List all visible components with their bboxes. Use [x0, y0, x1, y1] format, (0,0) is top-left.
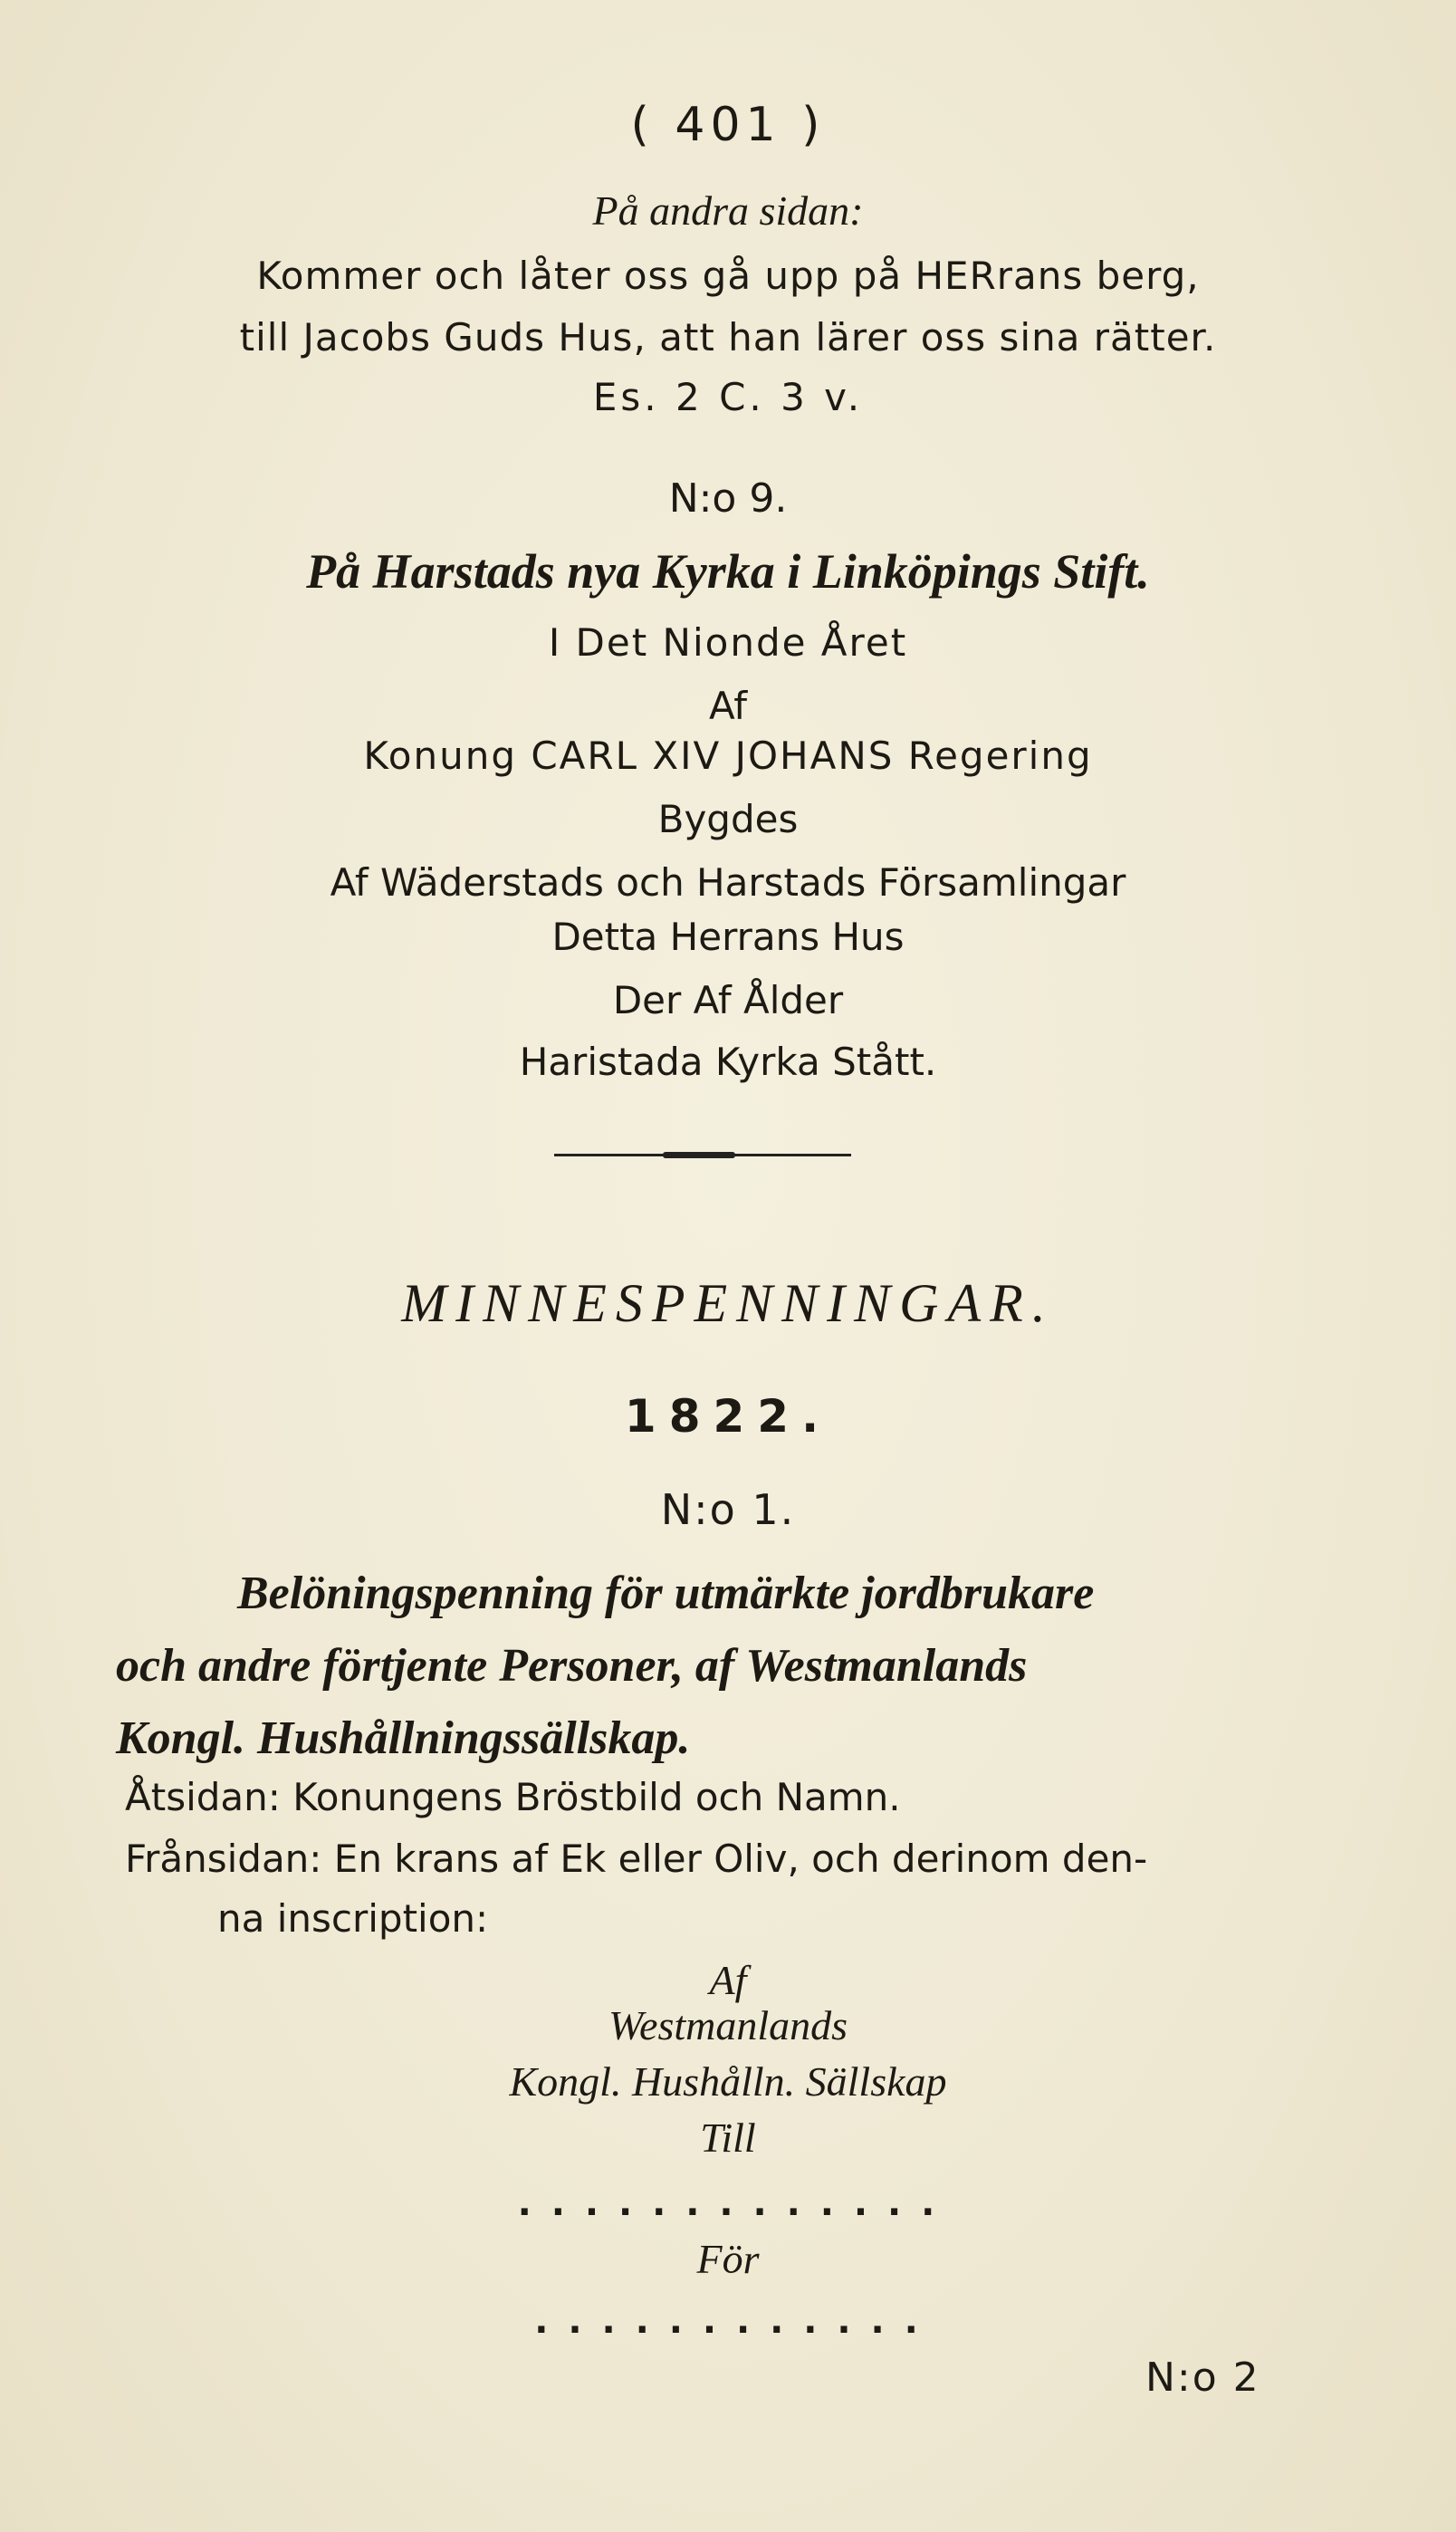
verse-reference: Es. 2 C. 3 v. [592, 375, 864, 419]
reverse-description-line-2: na inscription: [217, 1896, 489, 1941]
verse-line-2: till Jacobs Guds Hus, att han lärer oss sina rätter. [239, 315, 1217, 360]
medal-inscription-line-3: Kongl. Hushålln. Sällskap [509, 2058, 947, 2105]
medal-inscription-line-2: Westmanlands [608, 2002, 848, 2048]
inscription-line-1: I Det Nionde Året [548, 620, 908, 665]
inscription-line-7: Der Af Ålder [612, 978, 844, 1022]
inscription-line-2: Af [708, 684, 748, 728]
church-title: På Harstads nya Kyrka i Linköpings Stift. [306, 544, 1150, 599]
inscription-line-6: Detta Herrans Hus [551, 915, 905, 959]
item-number-1: N:o 1. [660, 1485, 796, 1534]
medal-inscription-line-1: Af [709, 1957, 747, 2003]
for-word: För [696, 2236, 760, 2282]
verse-line-1: Kommer och låter oss gå upp på HERrans berg, [256, 254, 1200, 298]
reverse-heading: På andra sidan: [592, 187, 864, 234]
section-title: MINNESPENNINGAR. [401, 1273, 1055, 1333]
inscription-line-5: Af Wäderstads och Harstads Församlingar [330, 860, 1126, 905]
page-number: ( 401 ) [630, 98, 826, 152]
medal-title-line-2: och andre förtjente Personer, af Westmanlands [116, 1640, 1028, 1692]
blank-dots-2: . . . . . . . . . . . . [534, 2300, 922, 2342]
reverse-description-line-1: Frånsidan: En krans af Ek eller Oliv, och derinom den- [125, 1837, 1148, 1881]
year: 1822. [624, 1390, 832, 1443]
inscription-line-4: Bygdes [657, 797, 799, 841]
obverse-description: Åtsidan: Konungens Bröstbild och Namn. [125, 1775, 901, 1819]
inscription-line-3: Konung CARL XIV JOHANS Regering [363, 734, 1093, 778]
item-number-9: N:o 9. [668, 475, 788, 522]
medal-inscription-line-4: Till [700, 2115, 756, 2161]
catchword: N:o 2 [1145, 2355, 1260, 2401]
blank-dots-1: . . . . . . . . . . . . . [517, 2182, 939, 2224]
medal-title-line-1: Belöningspenning för utmärkte jordbrukare [237, 1568, 1095, 1619]
medal-title-line-3: Kongl. Hushållningssällskap. [116, 1712, 691, 1764]
inscription-line-8: Haristada Kyrka Stått. [519, 1040, 937, 1084]
section-divider [554, 1154, 851, 1156]
